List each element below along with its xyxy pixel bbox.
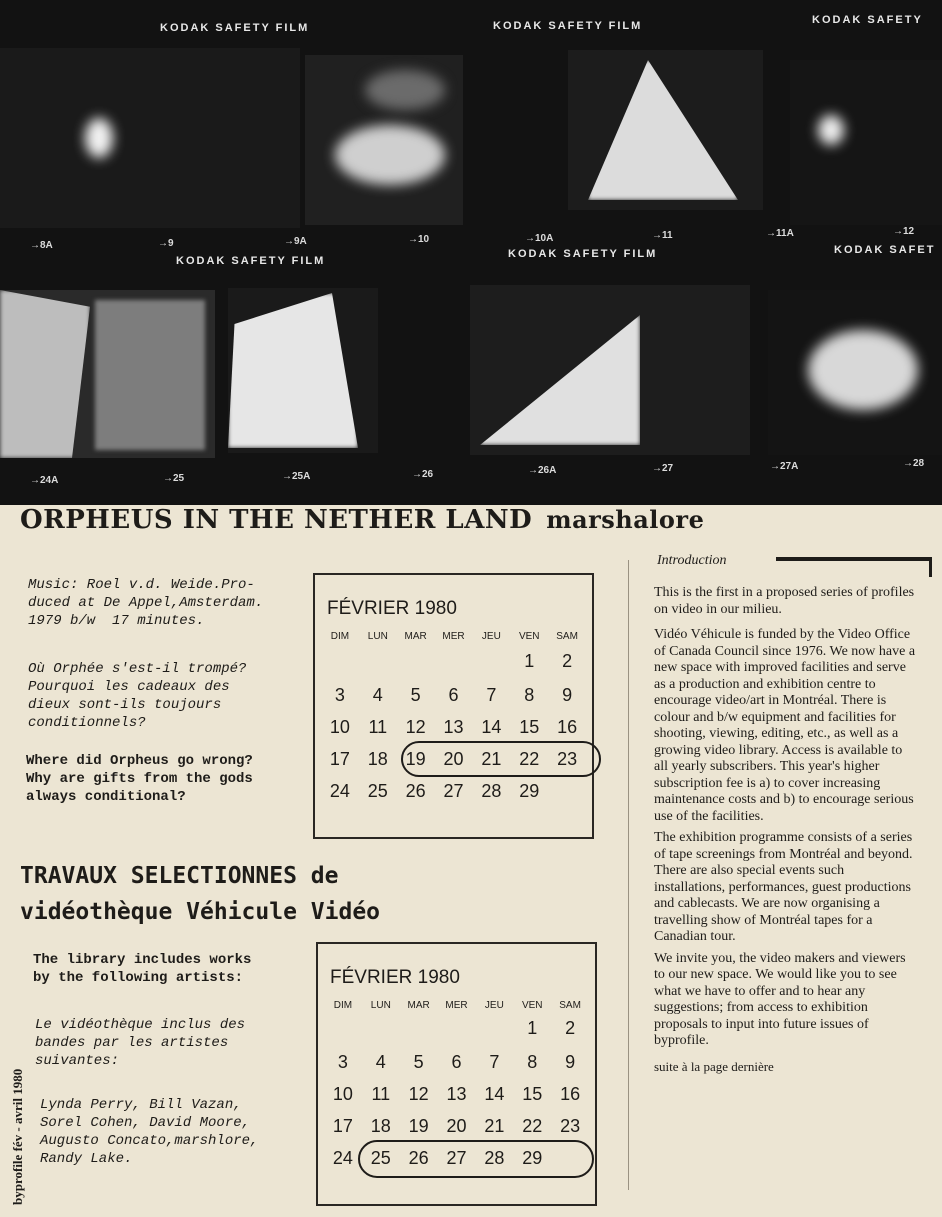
calendar-day: 15 — [522, 1084, 543, 1104]
library-intro-english: The library includes works by the following artists: — [33, 952, 252, 986]
question-french: Où Orphée s'est-il trompé? Pourquoi les cadeaux des dieux sont-ils toujours conditionnels? — [28, 661, 247, 731]
calendar-day: 9 — [562, 685, 573, 705]
frame-number: →26A — [528, 465, 557, 476]
calendar-day — [435, 651, 473, 672]
calendar-day: 28 — [481, 781, 502, 801]
weekday-label: DIM — [330, 631, 350, 642]
calendar-day: 13 — [446, 1084, 467, 1104]
calendar-day: 19 — [405, 749, 426, 769]
calendar-day: 8 — [527, 1052, 538, 1072]
calendar-day — [438, 1018, 476, 1039]
calendar-day: 7 — [486, 685, 497, 705]
calendar-day — [472, 651, 510, 672]
calendar-day: 23 — [557, 749, 578, 769]
frame-number: →11A — [766, 228, 794, 239]
film-edge-label: KODAK SAFETY — [812, 14, 923, 26]
calendar-day — [397, 651, 435, 672]
calendar-week — [324, 1084, 589, 1105]
intro-continuation: suite à la page dernière — [654, 1058, 774, 1074]
calendar-day: 4 — [375, 1052, 386, 1072]
weekday-label: JEU — [484, 1000, 504, 1011]
article-headline — [20, 505, 704, 535]
calendar-day: 9 — [565, 1052, 576, 1072]
frame-number: →26 — [412, 469, 434, 480]
calendar-day: 10 — [329, 717, 350, 737]
calendar-weekday-header — [324, 1000, 589, 1011]
calendar-day: 12 — [408, 1084, 429, 1104]
calendar-day: 5 — [410, 685, 421, 705]
calendar-day — [475, 1018, 513, 1039]
calendar-day: 13 — [443, 717, 464, 737]
weekday-label: JEU — [481, 631, 501, 642]
calendar-day — [321, 651, 359, 672]
introduction-rule — [776, 557, 932, 561]
film-edge-label: KODAK SAFETY FILM — [508, 248, 658, 260]
vertical-masthead: byprofile fév - avril 1980 — [10, 1068, 25, 1205]
frame-number: →11 — [652, 230, 673, 241]
calendar-day: 3 — [334, 685, 345, 705]
film-frame — [470, 285, 750, 455]
artist-list: Lynda Perry, Bill Vazan, Sorel Cohen, David Moore, Augusto Concato,marshlore, Randy Lake. — [40, 1097, 259, 1167]
calendar-day: 2 — [565, 1018, 576, 1038]
calendar-day: 15 — [519, 717, 540, 737]
calendar-day: 6 — [448, 685, 459, 705]
calendar-day: 17 — [332, 1116, 353, 1136]
calendar-day: 16 — [557, 717, 578, 737]
frame-number: →28 — [903, 458, 925, 469]
headline-author: marshalore — [546, 505, 705, 534]
frame-number: →24A — [30, 475, 59, 486]
weekday-label: DIM — [333, 1000, 353, 1011]
film-edge-label: KODAK SAFETY FILM — [160, 22, 310, 34]
calendar-day: 10 — [332, 1084, 353, 1104]
calendar-day — [362, 1018, 400, 1039]
calendar-day: 26 — [405, 781, 426, 801]
film-frame — [790, 60, 942, 225]
introduction-text — [654, 585, 916, 1075]
frame-number: →10A — [525, 233, 554, 244]
film-frame — [0, 290, 215, 458]
frame-number: →25 — [163, 473, 185, 484]
weekday-label: VEN — [518, 631, 540, 642]
calendar-day: 28 — [484, 1148, 505, 1168]
calendar-day: 1 — [527, 1018, 538, 1038]
contact-sheet-photo — [0, 0, 942, 505]
calendar-february-1980 — [313, 573, 594, 839]
introduction-rule-corner — [929, 557, 932, 577]
calendar-day: 18 — [370, 1116, 391, 1136]
calendar-day: 25 — [370, 1148, 391, 1168]
calendar-day — [400, 1018, 438, 1039]
library-intro-french: Le vidéothèque inclus des bandes par les artistes suivantes: — [35, 1017, 246, 1069]
film-frame — [768, 290, 942, 455]
calendar-week — [321, 717, 586, 738]
weekday-label: MAR — [407, 1000, 430, 1011]
calendar-day: 6 — [451, 1052, 462, 1072]
production-credits: Music: Roel v.d. Weide.Pro- duced at De Appel,Amsterdam. 1979 b/w 17 minutes. — [28, 577, 264, 629]
film-edge-label: KODAK SAFET — [834, 244, 936, 256]
section-headline: TRAVAUX SELECTIONNES de vidéothèque Véhicule Vidéo — [20, 863, 381, 925]
calendar-day: 19 — [408, 1116, 429, 1136]
calendar-day: 20 — [443, 749, 464, 769]
calendar-week — [321, 685, 586, 706]
calendar-day: 12 — [405, 717, 426, 737]
calendar-day — [359, 651, 397, 672]
film-edge-label: KODAK SAFETY FILM — [176, 255, 326, 267]
calendar-day: 16 — [560, 1084, 581, 1104]
calendar-day: 3 — [337, 1052, 348, 1072]
calendar-day: 20 — [446, 1116, 467, 1136]
frame-number: →9A — [284, 236, 307, 247]
calendar-day: 27 — [446, 1148, 467, 1168]
frame-number: →8A — [30, 240, 53, 251]
weekday-label: SAM — [559, 1000, 581, 1011]
weekday-label: MER — [442, 631, 465, 642]
calendar-day: 23 — [560, 1116, 581, 1136]
calendar-week — [324, 1018, 589, 1039]
calendar-day: 5 — [413, 1052, 424, 1072]
intro-paragraph: This is the first in a proposed series of profiles on video in our milieu. — [654, 585, 915, 617]
film-frame — [305, 55, 463, 225]
calendar-day: 22 — [519, 749, 540, 769]
question-english: Where did Orpheus go wrong? Why are gifts from the gods always conditional? — [26, 753, 253, 805]
calendar-day: 11 — [368, 717, 388, 737]
calendar-day: 29 — [522, 1148, 543, 1168]
film-frame — [228, 288, 378, 453]
weekday-label: SAM — [556, 631, 578, 642]
calendar-week — [324, 1116, 589, 1137]
frame-number: →27 — [652, 463, 674, 474]
calendar-day — [324, 1018, 362, 1039]
introduction-label: Introduction — [657, 553, 727, 568]
calendar-day: 26 — [408, 1148, 429, 1168]
film-frame — [568, 50, 763, 210]
calendar-day: 17 — [329, 749, 350, 769]
intro-paragraph: The exhibition programme consists of a series of tape screenings from Montréal and beyond. There are also special events such installations, performances, guest productions and cablecasts. We are now organising a travelling show of Montréal tapes for a Canadian tour. — [654, 830, 913, 944]
calendar-day — [548, 781, 586, 802]
calendar-day: 1 — [524, 651, 535, 671]
frame-number: →27A — [770, 461, 799, 472]
calendar-day: 11 — [371, 1084, 391, 1104]
calendar-day: 24 — [329, 781, 350, 801]
intro-paragraph: Vidéo Véhicule is funded by the Video Office of Canada Council since 1976. We now have a new space with improved facilities and serve as a production and exhibition centre to encourage video/art in Montréal. There is colour and b/w equipment and facilities for shooting, viewing, editing, etc., as well as a growing video library. Access is available to all yearly subscribers. This year's higher subscription fee is a) to cover increasing maintenance costs and b) to encourage serious use of the facilities. — [654, 627, 916, 824]
calendar-week — [321, 651, 586, 672]
weekday-label: MER — [445, 1000, 468, 1011]
calendar-day: 27 — [443, 781, 464, 801]
calendar-week — [324, 1052, 589, 1073]
calendar-february-1980-second — [316, 942, 597, 1206]
frame-number: →9 — [158, 238, 174, 249]
calendar-day: 14 — [484, 1084, 505, 1104]
calendar-day: 2 — [562, 651, 573, 671]
headline-title: ORPHEUS IN THE NETHER LAND — [20, 505, 533, 535]
weekday-label: VEN — [521, 1000, 543, 1011]
calendar-title: FÉVRIER 1980 — [330, 967, 460, 988]
intro-paragraph: We invite you, the video makers and viewers to our new space. We would like you to see what we have to offer and to hear any suggestions; from access to exhibition proposals to input into future issues of byprofile. — [654, 950, 906, 1048]
calendar-day: 4 — [372, 685, 383, 705]
calendar-day: 8 — [524, 685, 535, 705]
film-frame — [0, 48, 300, 228]
calendar-day: 24 — [332, 1148, 353, 1168]
calendar-day: 7 — [489, 1052, 500, 1072]
frame-number: →12 — [893, 226, 915, 237]
weekday-label: LUN — [367, 631, 388, 642]
calendar-day: 21 — [481, 749, 502, 769]
hand-drawn-circle — [358, 1140, 594, 1178]
frame-number: →25A — [282, 471, 311, 482]
calendar-title: FÉVRIER 1980 — [327, 598, 457, 619]
calendar-weekday-header — [321, 631, 586, 642]
calendar-day: 14 — [481, 717, 502, 737]
calendar-day: 22 — [522, 1116, 543, 1136]
calendar-week — [321, 781, 586, 802]
weekday-label: MAR — [404, 631, 427, 642]
weekday-label: LUN — [370, 1000, 391, 1011]
calendar-day: 18 — [367, 749, 388, 769]
film-edge-label: KODAK SAFETY FILM — [493, 20, 643, 32]
column-divider — [628, 560, 629, 1190]
calendar-day: 29 — [519, 781, 540, 801]
hand-drawn-circle — [401, 741, 601, 777]
calendar-day: 21 — [484, 1116, 505, 1136]
frame-number: →10 — [408, 234, 430, 245]
calendar-day: 25 — [367, 781, 388, 801]
